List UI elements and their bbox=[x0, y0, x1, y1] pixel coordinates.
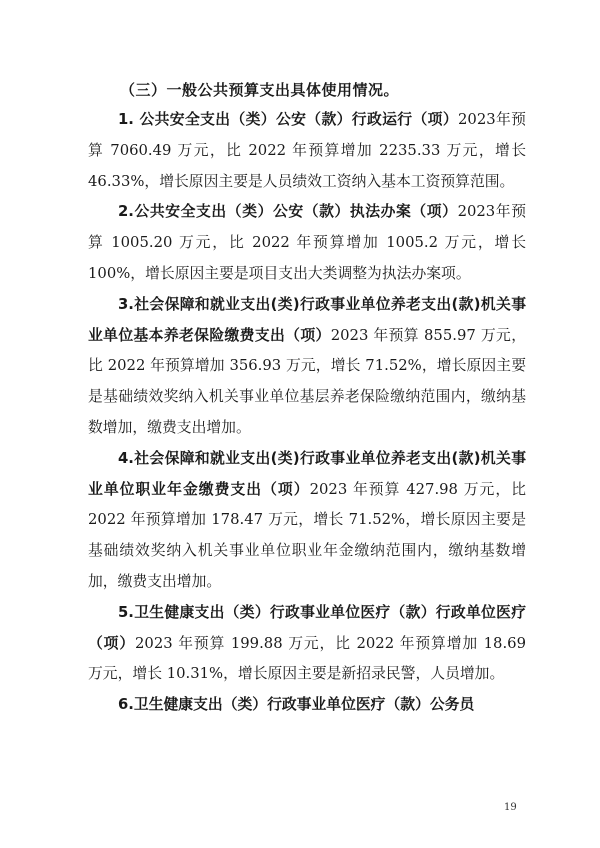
document-body bbox=[88, 76, 526, 721]
item-body: 2023年预算 1005.20 万元，比 2022 年预算增加 1005.2 万元，增长 100%，增长原因主要是项目支出大类调整为执法办案项。 bbox=[88, 203, 526, 282]
page-number: 19 bbox=[504, 802, 517, 813]
section-heading: （三）一般公共预算支出具体使用情况。 bbox=[120, 81, 400, 99]
paragraph-item-1 bbox=[88, 105, 526, 197]
item-body: 2023年预算 7060.49 万元，比 2022 年预算增加 2235.33 万元，增长 46.33%，增长原因主要是人员绩效工资纳入基本工资预算范围。 bbox=[88, 111, 526, 190]
item-lead: 3.社会保障和就业支出(类)行政事业单位养老支出(款)机关事业单位基本养老保险缴费支出（项） bbox=[88, 295, 526, 344]
item-lead: 2.公共安全支出（类）公安（款）执法办案（项） bbox=[118, 203, 458, 221]
paragraph-item-2 bbox=[88, 197, 526, 289]
paragraph-item-5 bbox=[88, 598, 526, 690]
paragraph-item-3 bbox=[88, 290, 526, 444]
paragraph-item-6 bbox=[88, 690, 526, 721]
item-lead: 6.卫生健康支出（类）行政事业单位医疗（款）公务员 bbox=[118, 696, 475, 714]
item-lead: 1. 公共安全支出（类）公安（款）行政运行（项） bbox=[118, 111, 458, 128]
item-lead: 5.卫生健康支出（类）行政事业单位医疗（款）行政单位医疗（项） bbox=[88, 603, 526, 652]
item-body: 2023 年预算 855.97 万元，比 2022 年预算增加 356.93 万元，增长 71.52%，增长原因主要是基础绩效奖纳入机关事业单位基层养老保险缴纳范围内，缴纳基数增加，缴费支出增加。 bbox=[88, 326, 526, 436]
item-body: 2023 年预算 199.88 万元，比 2022 年预算增加 18.69 万元，增长 10.31%，增长原因主要是新招录民警，人员增加。 bbox=[88, 634, 526, 683]
item-body: 2023 年预算 427.98 万元，比 2022 年预算增加 178.47 万元，增长 71.52%，增长原因主要是基础绩效奖纳入机关事业单位职业年金缴纳范围内，缴纳基数增加，缴费支出增加。 bbox=[88, 480, 526, 590]
item-lead: 4.社会保障和就业支出(类)行政事业单位养老支出(款)机关事业单位职业年金缴费支出（项） bbox=[88, 449, 526, 498]
paragraph-item-4 bbox=[88, 444, 526, 598]
